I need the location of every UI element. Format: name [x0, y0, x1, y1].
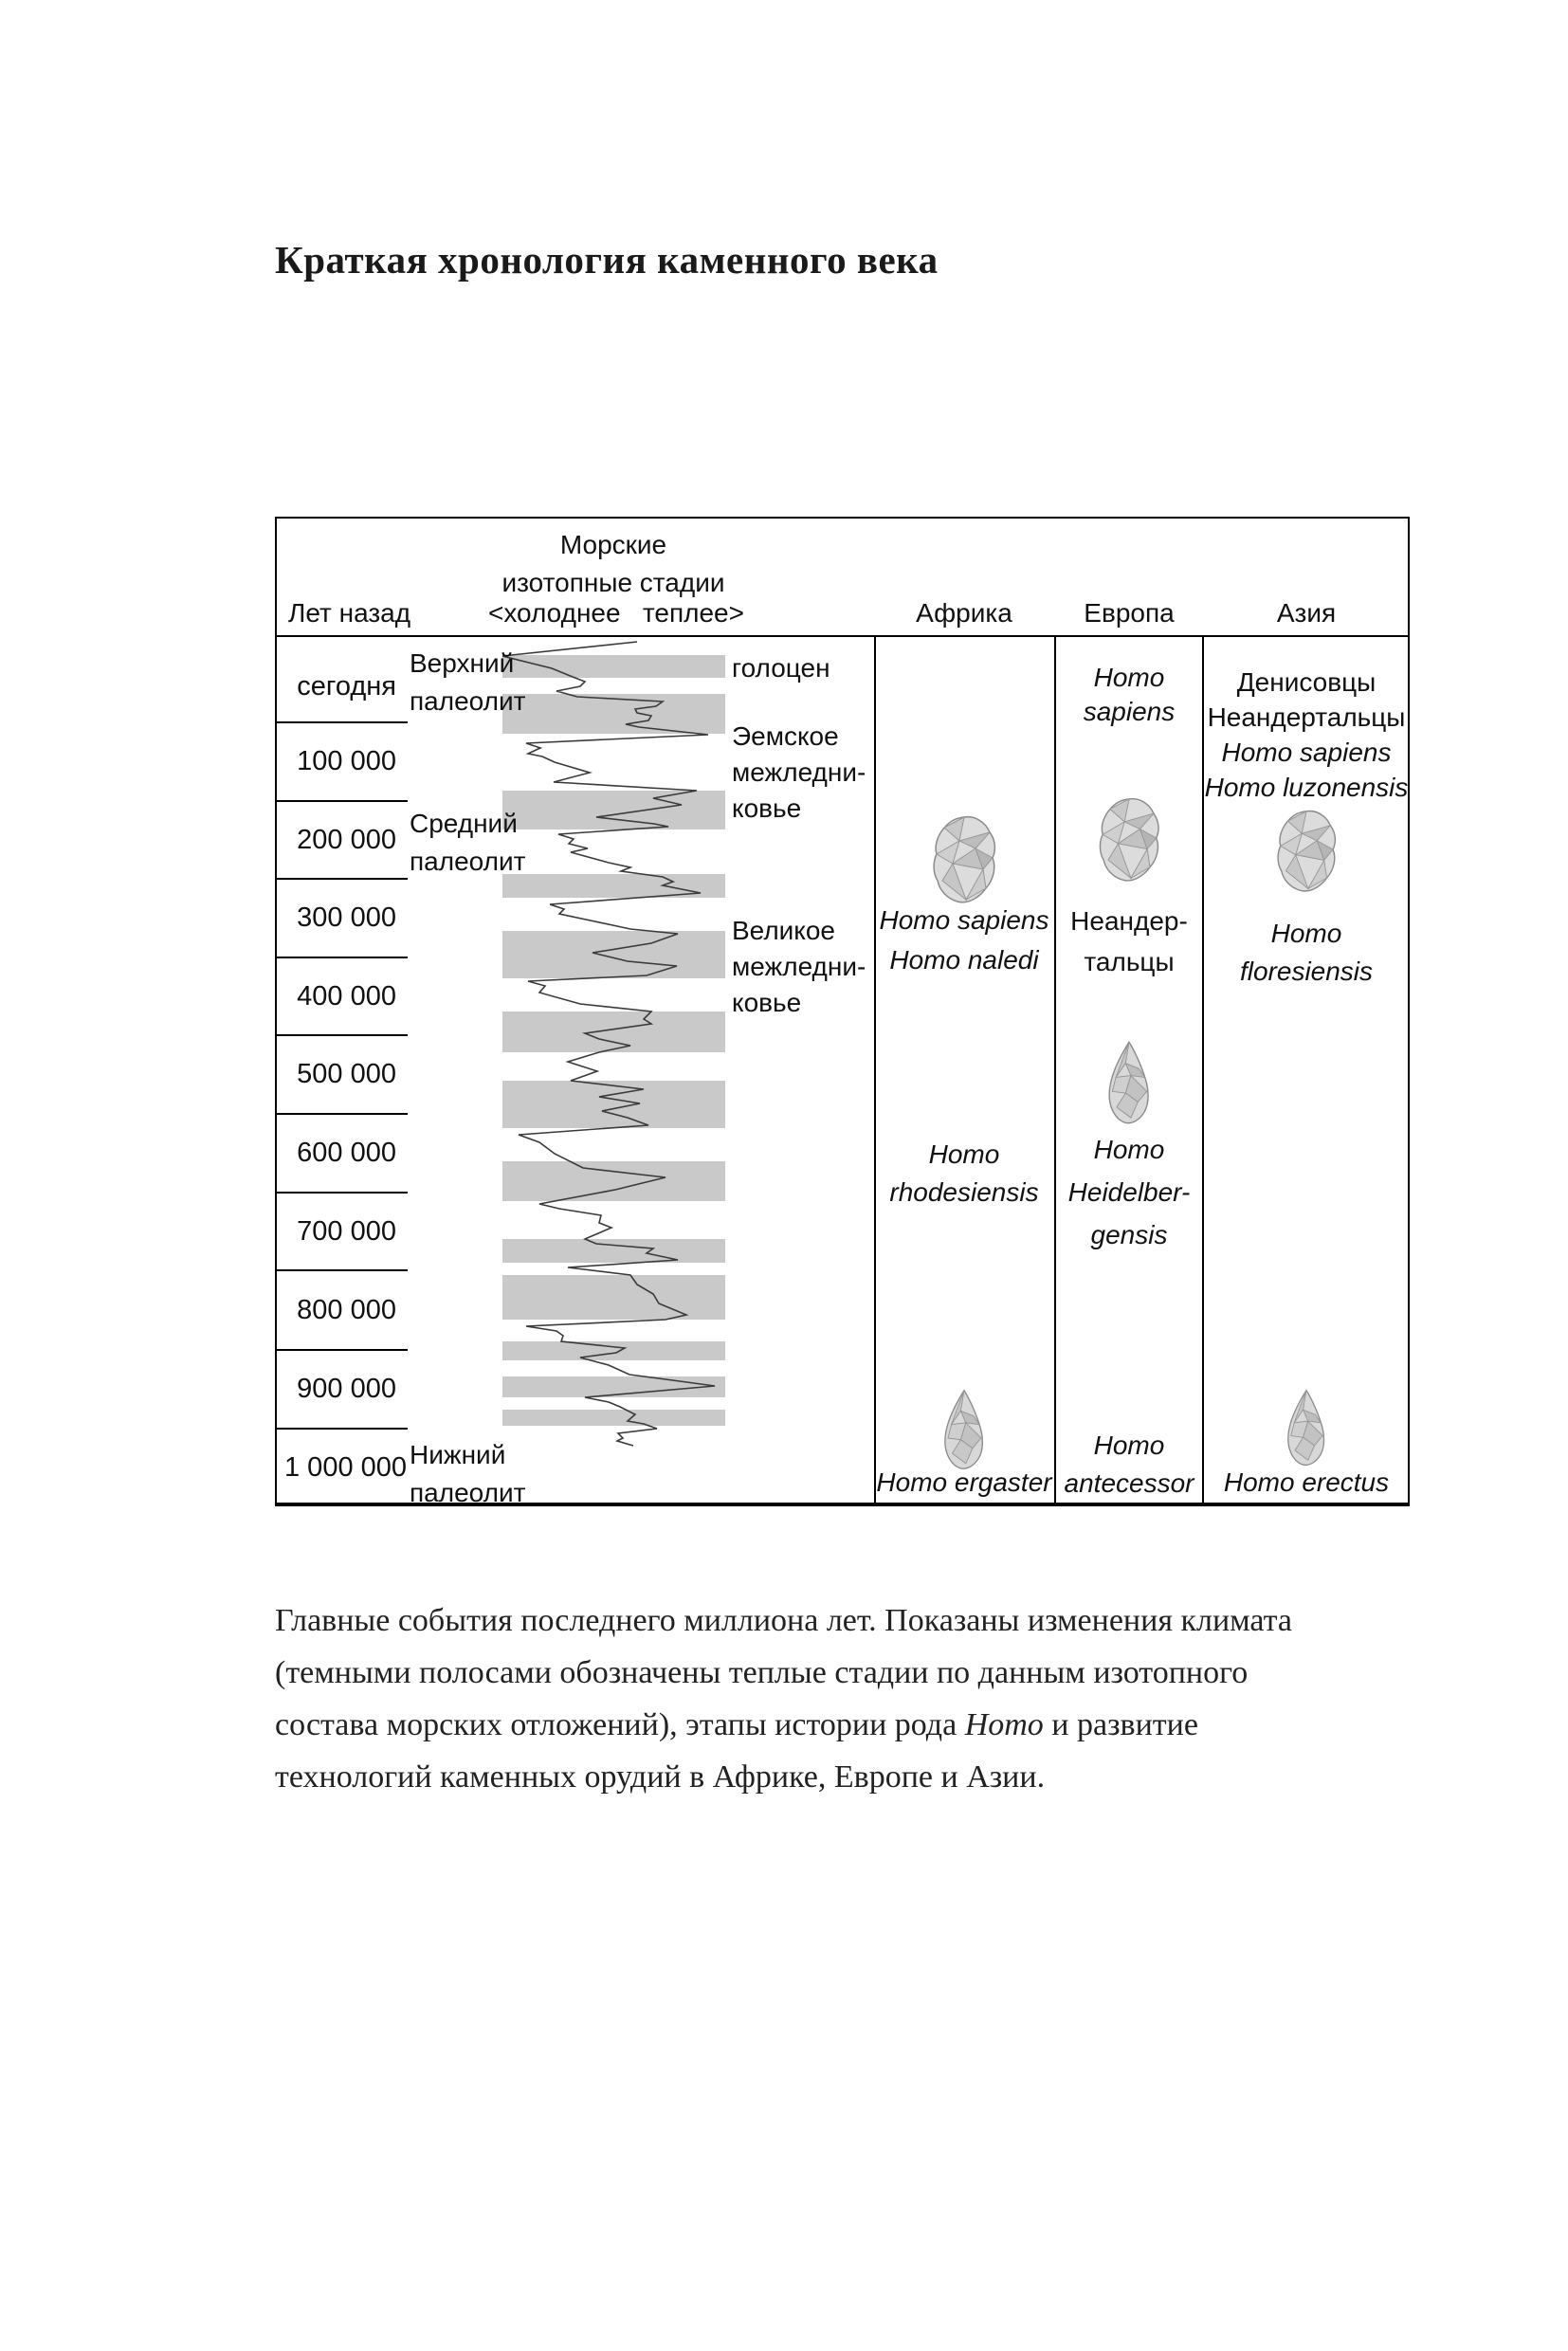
warm-stage-band: [502, 1081, 725, 1128]
label-line: палеолит: [410, 847, 526, 876]
caption-line: [275, 1647, 1394, 1699]
time-tick-line: [277, 878, 408, 880]
warm-stage-band: [502, 1011, 725, 1052]
warm-stage-band: [502, 1239, 725, 1263]
label-line: Денисовцы: [1236, 667, 1377, 697]
isotope-curve-area: [502, 637, 725, 1503]
label-line: межледни-: [732, 952, 866, 981]
handaxe-tool-icon: [1104, 1035, 1154, 1130]
time-tick-line: [277, 1349, 408, 1351]
caption-text-segment: и развитие: [1043, 1707, 1198, 1742]
time-tick-line: [277, 1034, 408, 1036]
isotope-stages-title-line2: изотопные стадии: [501, 568, 725, 597]
time-label: 500 000: [297, 1059, 396, 1089]
warm-stage-band: [502, 655, 725, 678]
flake-tool-icon: [1274, 809, 1339, 894]
caption-line: [275, 1699, 1394, 1751]
period-label: [410, 645, 525, 720]
handaxe-tool-icon: [938, 1389, 991, 1470]
label-line: antecessor: [1064, 1468, 1194, 1498]
caption-text-segment: Главные события последнего миллиона лет. Показаны изменения климата: [275, 1603, 1292, 1638]
time-label: сегодня: [297, 671, 396, 702]
label-line: Homo ergaster: [876, 1467, 1052, 1497]
handaxe-tool-icon: [1284, 1388, 1329, 1467]
label-line: Homo erectus: [1223, 1467, 1390, 1497]
label-line: Heidelber-: [1067, 1177, 1191, 1207]
label-line: Homo sapiens: [879, 905, 1049, 935]
temperature-scale-label: <холоднее теплее>: [488, 598, 744, 628]
time-tick-line: [277, 957, 408, 958]
species-label: [1164, 915, 1449, 991]
label-line: Homo: [1093, 1135, 1165, 1164]
label-line: Эемское: [732, 721, 839, 751]
flake-tool-icon: [1096, 796, 1162, 884]
warm-stage-band: [502, 1341, 725, 1360]
caption-text-segment: состава морских отложений), этапы истории рода: [275, 1707, 965, 1742]
warm-stage-band: [502, 694, 725, 734]
label-line: Homo: [1270, 919, 1342, 948]
time-label: 600 000: [297, 1138, 396, 1168]
label-line: Средний: [410, 809, 518, 838]
warm-stage-band: [502, 1275, 725, 1320]
warm-stage-band: [502, 1410, 725, 1426]
climate-curve-svg: [502, 637, 725, 1503]
period-label: [410, 1436, 525, 1512]
column-header-africa: Африка: [916, 598, 1012, 628]
warm-stage-band: [502, 791, 725, 829]
label-line: gensis: [1090, 1220, 1168, 1249]
label-line: Верхний: [410, 648, 515, 678]
label-line: ковье: [732, 988, 802, 1017]
label-line: Homo sapiens: [1221, 738, 1392, 767]
time-tick-line: [277, 1428, 408, 1430]
label-line: тальцы: [1084, 947, 1175, 976]
time-tick-line: [277, 1113, 408, 1115]
column-header-europe: Европа: [1084, 598, 1175, 628]
page-title: Краткая хронология каменного века: [275, 238, 939, 282]
isotope-stages-title-line1: Морские: [559, 530, 667, 559]
label-line: rhodesiensis: [889, 1177, 1039, 1207]
climate-stage-label: [732, 650, 830, 686]
species-label: [1164, 665, 1449, 805]
time-label: 200 000: [297, 825, 396, 855]
time-label: 100 000: [297, 746, 396, 776]
figure-body: [277, 637, 1409, 1507]
time-label: 800 000: [297, 1295, 396, 1325]
caption-text-segment: (темными полосами обозначены теплые стадии по данным изотопного: [275, 1655, 1249, 1690]
caption-text-segment: технологий каменных орудий в Африке, Европе и Азии.: [275, 1759, 1046, 1795]
caption-line: [275, 1751, 1394, 1803]
flake-tool-icon: [929, 814, 999, 905]
climate-stage-label: [732, 719, 866, 827]
period-label: [410, 805, 525, 881]
label-line: Homo: [1093, 663, 1165, 692]
time-label: 400 000: [297, 981, 396, 1011]
time-tick-line: [277, 721, 408, 723]
label-line: палеолит: [410, 1478, 526, 1507]
label-line: Неандертальцы: [1207, 702, 1406, 732]
label-line: Неандер-: [1070, 906, 1188, 936]
label-line: Homo: [928, 1139, 1000, 1169]
time-label: 300 000: [297, 902, 396, 933]
chronology-figure: [275, 517, 1410, 1506]
column-divider: [874, 637, 876, 1503]
figure-header: [277, 519, 1408, 637]
label-line: межледни-: [732, 757, 866, 787]
species-label: [1164, 1464, 1449, 1502]
years-axis-label: Лет назад: [288, 598, 411, 628]
label-line: палеолит: [410, 686, 526, 716]
caption-line: [275, 1595, 1394, 1647]
time-label: 1 000 000: [284, 1452, 408, 1483]
time-label: 900 000: [297, 1374, 396, 1404]
caption-italic-segment: Homo: [964, 1707, 1044, 1742]
label-line: floresiensis: [1239, 957, 1374, 986]
species-label: [987, 1128, 1271, 1256]
time-tick-line: [277, 1192, 408, 1194]
label-line: ковье: [732, 793, 802, 823]
time-tick-line: [277, 1269, 408, 1271]
label-line: Homo naledi: [889, 945, 1039, 975]
figure-caption: [275, 1595, 1394, 1803]
label-line: sapiens: [1083, 697, 1176, 726]
time-label: 700 000: [297, 1216, 396, 1247]
label-line: Великое: [732, 916, 836, 945]
warm-stage-band: [502, 1161, 725, 1201]
label-line: Нижний: [410, 1440, 506, 1469]
column-header-asia: Азия: [1276, 598, 1337, 628]
label-line: Homo: [1093, 1431, 1165, 1460]
column-divider: [1054, 637, 1056, 1503]
label-line: голоцен: [732, 653, 830, 683]
warm-stage-band: [502, 931, 725, 978]
label-line: Homo luzonensis: [1204, 773, 1409, 802]
time-tick-line: [277, 800, 408, 802]
